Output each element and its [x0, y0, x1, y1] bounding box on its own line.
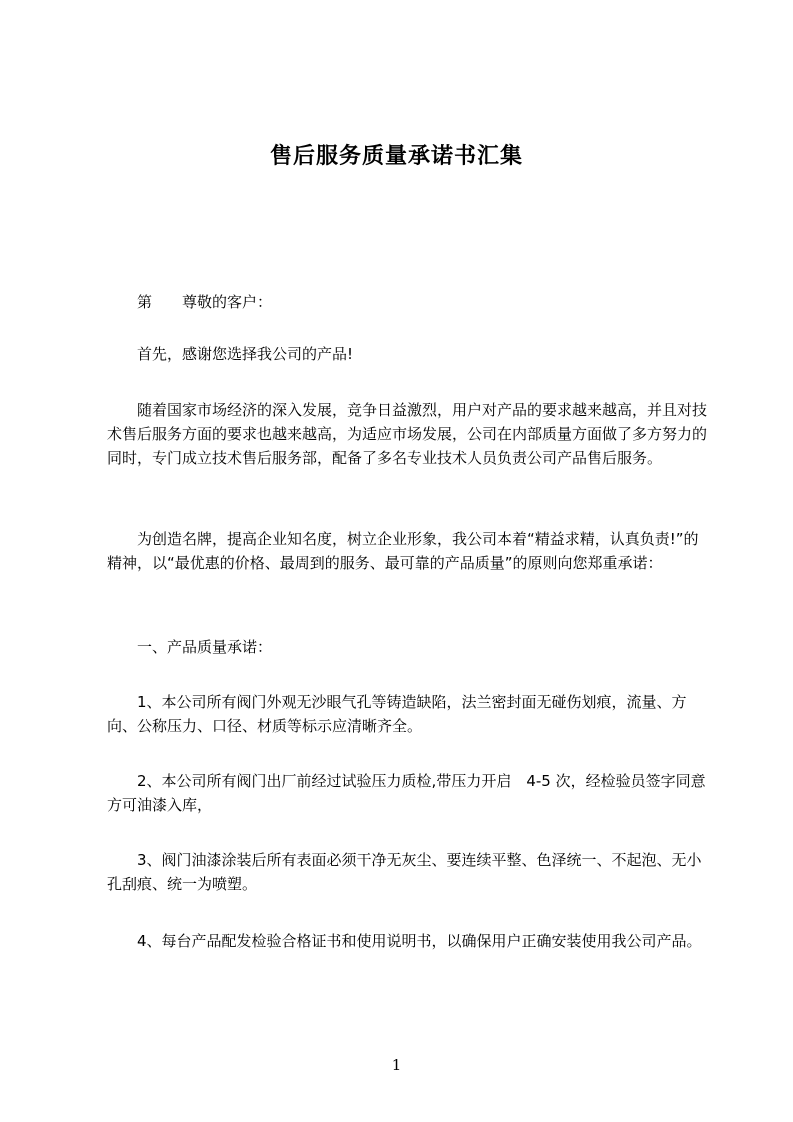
quality-item-2: 2、本公司所有阀门出厂前经过试验压力质检,带压力开启 4-5 次，经检验员签字同意方可油漆入库， — [107, 772, 706, 814]
salutation-prefix: 第 — [137, 293, 153, 311]
quality-item-4: 4、每台产品配发检验合格证书和使用说明书，以确保用户正确安装使用我公司产品。 — [137, 932, 702, 950]
paragraph-background: 随着国家市场经济的深入发展，竞争日益激烈，用户对产品的要求越来越高，并且对技术售后服务方面的要求也越来越高，为适应市场发展，公司在内部质量方面做了多方努力的同时，专门成立技术售后服务部，配备了多名专业技术人员负责公司产品售后服务。 — [107, 401, 708, 467]
quality-item-1: 1、本公司所有阀门外观无沙眼气孔等铸造缺陷，法兰密封面无碰伤划痕，流量、方向、公称压力、口径、材质等标示应清晰齐全。 — [107, 693, 687, 735]
paragraph-thanks: 首先，感谢您选择我公司的产品! — [137, 345, 354, 363]
paragraph-commitment-intro: 为创造名牌，提高企业知名度，树立企业形象，我公司本着“精益求精，认真负责!”的精神，以“最优惠的价格、最周到的服务、最可靠的产品质量”的原则向您郑重承诺： — [107, 530, 699, 572]
salutation: 尊敬的客户： — [182, 293, 273, 311]
section-heading-quality: 一、产品质量承诺： — [137, 638, 273, 656]
page-number: 1 — [391, 1056, 402, 1074]
salutation-line — [137, 290, 272, 314]
document-title: 售后服务质量承诺书汇集 — [269, 144, 523, 169]
quality-item-3: 3、阀门油漆涂装后所有表面必须干净无灰尘、要连续平整、色泽统一、不起泡、无小孔刮痕、统一为喷塑。 — [107, 851, 702, 893]
